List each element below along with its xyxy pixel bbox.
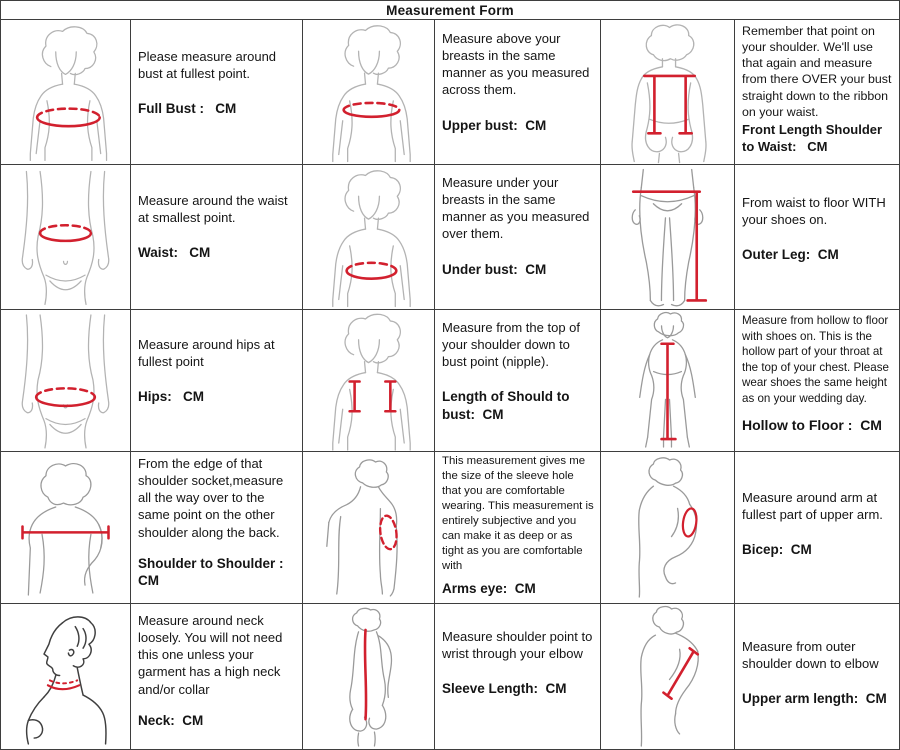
- instruction-text: Remember that point on your shoulder. We'll use that again and measure from there OVER your bust straight down to the ribbon on your waist.: [742, 24, 892, 119]
- measurement-label: Hollow to Floor : CM: [742, 417, 882, 434]
- measurement-label: Front Length Shoulder to Waist: CM: [742, 121, 886, 154]
- text-cell-waist: [130, 164, 302, 309]
- figure-cell-upper-bust: [302, 19, 434, 164]
- arms-eye-figure: [303, 452, 434, 603]
- instruction-text: Measure around arm at fullest part of upper arm.: [742, 490, 883, 523]
- instruction-text: Measure above your breasts in the same manner as you measured across them.: [442, 31, 590, 98]
- measurement-label: Full Bust : CM: [138, 101, 237, 117]
- text-cell-hollow-to-floor: [734, 309, 899, 451]
- upper-bust-figure: [303, 20, 434, 164]
- measurement-label: Shoulder to Shoulder : CM: [138, 555, 288, 589]
- bicep-figure: [601, 452, 734, 603]
- text-cell-shoulder-to-shoulder: [130, 451, 302, 603]
- front-length-shoulder-to-waist-figure: [601, 20, 734, 164]
- figure-cell-upper-arm-length: [600, 603, 734, 749]
- instruction-text: Please measure around bust at fullest point.: [138, 49, 277, 82]
- hips-figure: [1, 310, 130, 451]
- text-cell-full-bust: [130, 19, 302, 164]
- measurement-label: Upper bust: CM: [442, 117, 547, 133]
- text-cell-hips: [130, 309, 302, 451]
- shoulder-to-bust-figure: [303, 310, 434, 451]
- text-cell-outer-leg: [734, 164, 899, 309]
- instruction-text: Measure around the waist at smallest point.: [138, 193, 288, 226]
- figure-cell-shoulder-to-shoulder: [1, 451, 130, 603]
- waist-figure: [1, 165, 130, 309]
- instruction-text: Measure around neck loosely. You will not need this one unless your garment has a high neck and/or collar: [138, 613, 283, 697]
- instruction-text: This measurement gives me the size of the sleeve hole that you are comfortable wearing. This measurement is entirely subjective and you can make it as deep or as tight as you are comfortable with: [442, 455, 594, 573]
- figure-cell-full-bust: [1, 19, 130, 164]
- figure-cell-arms-eye: [302, 451, 434, 603]
- upper-arm-length-figure: [601, 604, 734, 749]
- figure-cell-sleeve-length: [302, 603, 434, 749]
- figure-cell-hips: [1, 309, 130, 451]
- text-cell-under-bust: [434, 164, 600, 309]
- figure-cell-neck: [1, 603, 130, 749]
- figure-cell-waist: [1, 164, 130, 309]
- measurement-label: Neck: CM: [138, 712, 204, 728]
- sleeve-length-figure: [303, 604, 434, 749]
- measurement-label: Hips: CM: [138, 389, 204, 405]
- page-title: Measurement Form: [386, 2, 514, 18]
- measurement-label: Bicep: CM: [742, 542, 812, 558]
- text-cell-arms-eye: [434, 451, 600, 603]
- under-bust-figure: [303, 165, 434, 309]
- measurement-label: Waist: CM: [138, 245, 211, 261]
- measurement-label: Arms eye: CM: [442, 581, 536, 597]
- text-cell-sleeve-length: [434, 603, 600, 749]
- instruction-text: Measure around hips at fullest point: [138, 337, 275, 370]
- instruction-text: Measure under your breasts in the same manner as you measured over them.: [442, 175, 590, 242]
- instruction-text: Measure from the top of your shoulder down to bust point (nipple).: [442, 320, 581, 370]
- outer-leg-figure: [601, 165, 734, 309]
- text-cell-front-length: [734, 19, 899, 164]
- figure-cell-hollow-to-floor: [600, 309, 734, 451]
- text-cell-upper-arm-length: [734, 603, 899, 749]
- figure-cell-under-bust: [302, 164, 434, 309]
- measurement-label: Sleeve Length: CM: [442, 681, 567, 697]
- text-cell-upper-bust: [434, 19, 600, 164]
- hollow-to-floor-figure: [601, 310, 734, 451]
- figure-cell-shoulder-to-bust: [302, 309, 434, 451]
- instruction-text: From the edge of that shoulder socket,measure all the way over to the same point on the other shoulder along the back.: [138, 456, 284, 540]
- measurement-label: Under bust: CM: [442, 261, 547, 277]
- figure-cell-front-length: [600, 19, 734, 164]
- shoulder-to-shoulder-figure: [1, 452, 130, 603]
- figure-cell-bicep: [600, 451, 734, 603]
- measurement-label: Length of Should to bust: CM: [442, 389, 574, 423]
- instruction-text: Measure from outer shoulder down to elbow: [742, 639, 879, 672]
- text-cell-neck: [130, 603, 302, 749]
- text-cell-bicep: [734, 451, 899, 603]
- instruction-text: Measure from hollow to floor with shoes on. This is the hollow part of your throat at the top of your chest. Please wear shoes the same height as on your wedding day.: [742, 314, 889, 405]
- text-cell-shoulder-to-bust: [434, 309, 600, 451]
- measurement-label: Upper arm length: CM: [742, 691, 887, 707]
- instruction-text: Measure shoulder point to wrist through your elbow: [442, 629, 593, 662]
- instruction-text: From waist to floor WITH your shoes on.: [742, 195, 886, 228]
- neck-figure: [1, 604, 130, 749]
- figure-cell-outer-leg: [600, 164, 734, 309]
- measurement-label: Outer Leg: CM: [742, 247, 839, 263]
- full-bust-figure: [1, 20, 130, 164]
